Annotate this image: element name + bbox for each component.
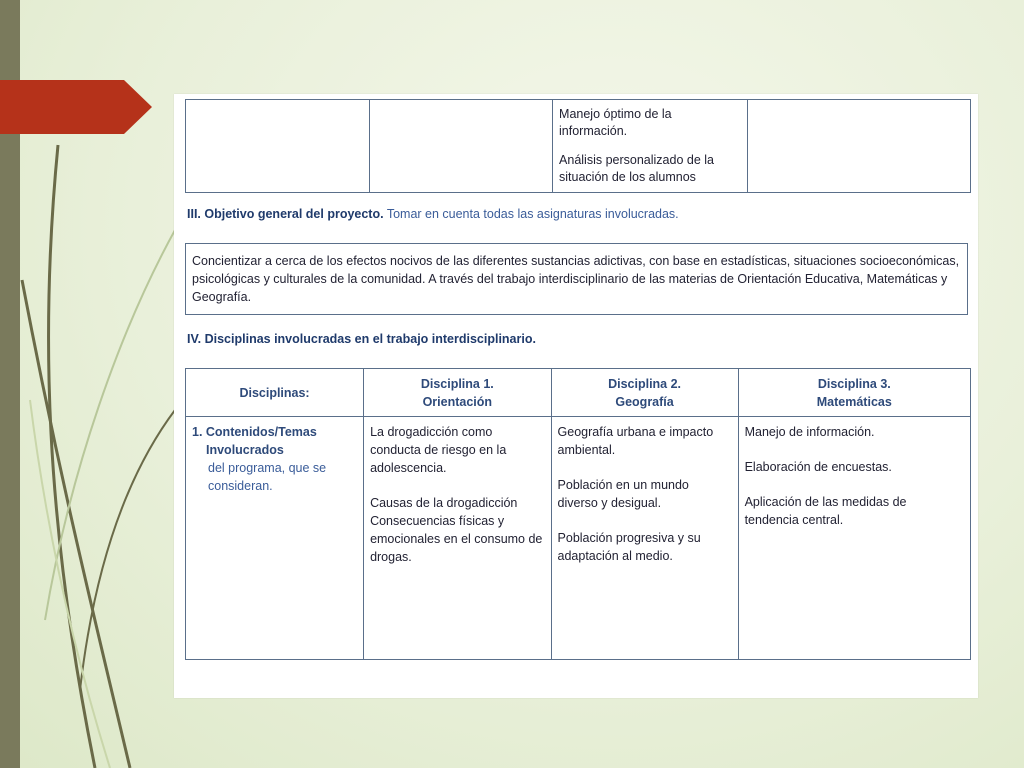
matematicas-cell	[738, 417, 970, 660]
section-4-heading	[187, 332, 536, 346]
red-arrow-tab	[0, 80, 152, 134]
top-item: Manejo óptimo de la información.	[559, 107, 672, 138]
header-disciplina-2: Disciplina 2. Geografía	[551, 369, 738, 417]
top-cell-1	[186, 100, 370, 193]
top-table	[185, 99, 971, 193]
list-item: Elaboración de encuestas.	[744, 460, 892, 474]
list-item: Causas de la drogadicción Consecuencias físicas y emocionales en el consumo de drogas.	[370, 496, 543, 564]
row-label-title: 1. Contenidos/Temas Involucrados	[192, 425, 317, 457]
geografia-cell	[551, 417, 738, 660]
top-cell-2	[369, 100, 553, 193]
top-cell-4	[748, 100, 971, 193]
row-label-sub: del programa, que se	[208, 461, 327, 475]
list-item: Manejo de información.	[744, 425, 875, 439]
section-3-title: III. Objetivo general del proyecto.	[187, 207, 384, 221]
section-3-subtitle: Tomar en cuenta todas las asignaturas involucradas.	[383, 207, 679, 221]
list-item: Aplicación de las medidas de tendencia central.	[744, 495, 907, 527]
header-disciplinas: Disciplinas:	[186, 369, 364, 417]
objective-box: Concientizar a cerca de los efectos nocivos de las diferentes sustancias adictivas, con base en estadísticas, situaciones socioeconómicas, psicológicas y culturales de la comunidad. A través del trabajo interdisciplinario de las materias de Orientación Educativa, Matemáticas y Geografía.	[185, 243, 968, 315]
section-3-heading	[187, 207, 679, 221]
header-disciplina-1: Disciplina 1. Orientación	[364, 369, 551, 417]
top-cell-3	[553, 100, 748, 193]
list-item: Población en un mundo diverso y desigual.	[557, 478, 689, 510]
row-label-sub: consideran.	[208, 479, 273, 493]
top-item: Análisis personalizado de la situación de los alumnos	[559, 153, 714, 184]
header-disciplina-3: Disciplina 3. Matemáticas	[738, 369, 970, 417]
list-item: La drogadicción como conducta de riesgo en la adolescencia.	[370, 425, 507, 475]
document-image	[174, 94, 978, 698]
disciplines-table	[185, 368, 971, 660]
orientacion-cell	[364, 417, 551, 660]
row-label-cell	[186, 417, 364, 660]
list-item: Población progresiva y su adaptación al medio.	[557, 531, 701, 563]
section-4-title: IV. Disciplinas involucradas en el trabajo interdisciplinario.	[187, 332, 536, 346]
list-item: Geografía urbana e impacto ambiental.	[557, 425, 714, 457]
